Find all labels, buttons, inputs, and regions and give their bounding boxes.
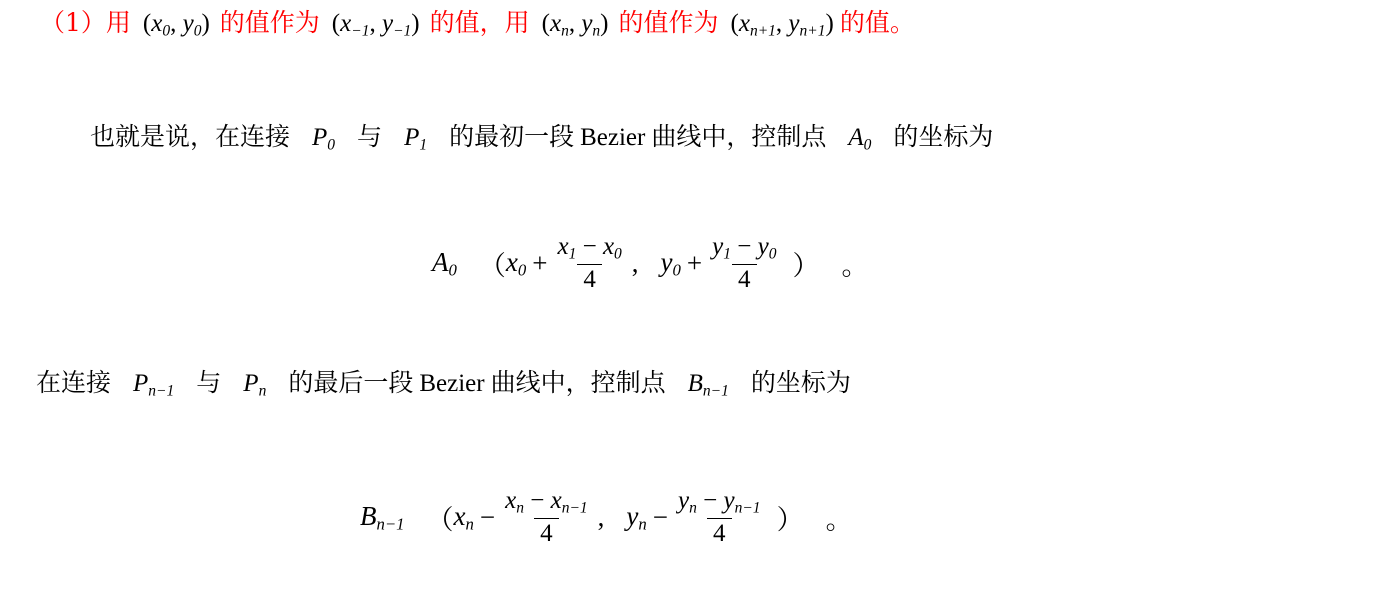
formula-bn1-comma: , (597, 502, 605, 533)
line2-point-p1: $P_1$ (404, 124, 428, 154)
formula-a0-close-paren: ） (792, 251, 820, 282)
line2-text-3: 的最初一段 (449, 122, 575, 151)
formula-bn1-label: $B_{n-1}$ (360, 501, 405, 534)
line1-coord-x0y0: ($x_0$, $y_0$) (142, 10, 210, 40)
formula-bn1-y-fraction: $\frac{y_n - y_{n-1}}{4}$ (678, 487, 761, 548)
line1-segment-2: 的值作为 (219, 8, 320, 37)
line4-text-4: 曲线中，控制点 (490, 368, 666, 397)
line1-coord-xnyn: ($x_n$, $y_n$) (541, 10, 609, 40)
formula-a0-x-fraction: $\frac{x_1 - x_0}{4}$ (557, 233, 622, 294)
formula-a0-y-term: $y_0$ (660, 247, 681, 280)
line1-coord-xm1ym1: ($x_{-1}$, $y_{-1}$) (331, 10, 420, 40)
line4-text-3: 的最后一段 (288, 368, 414, 397)
line2-control-point-a0: $A_0$ (848, 124, 872, 154)
line2-text-4: 曲线中，控制点 (651, 122, 827, 151)
line4-text-1: 在连接 (36, 368, 112, 397)
paragraph-item-1 (40, 8, 917, 41)
formula-bn1-y-operator: − (652, 502, 669, 533)
formula-bn1 (360, 487, 853, 549)
line1-segment-4: 的值作为 (618, 8, 719, 37)
line4-point-pn1: $P_{n-1}$ (133, 370, 175, 400)
line1-segment-1: （1）用 (40, 8, 131, 37)
line4-text-2: 与 (196, 368, 222, 397)
formula-bn1-x-term: $x_n$ (453, 501, 474, 534)
line4-bezier-word: Bezier (419, 370, 485, 397)
line1-coord-xn1yn1: ($x_{n+1}$, $y_{n+1}$) (730, 10, 834, 40)
formula-bn1-close-paren: ） (776, 505, 804, 536)
line4-text-5: 的坐标为 (750, 368, 851, 397)
line2-text-5: 的坐标为 (893, 122, 994, 151)
paragraph-item-3 (36, 368, 851, 401)
line1-segment-5: 的值。 (839, 8, 915, 37)
formula-a0-open-paren: （ (478, 251, 506, 282)
line2-bezier-word: Bezier (580, 124, 646, 151)
line1-segment-3: 的值，用 (429, 8, 530, 37)
line4-point-pn: $P_n$ (243, 370, 267, 400)
formula-a0-comma: , (631, 248, 639, 279)
formula-bn1-x-operator: − (479, 502, 496, 533)
formula-a0-x-operator: + (532, 248, 548, 279)
formula-a0-period: 。 (841, 251, 869, 283)
formula-a0 (432, 233, 868, 295)
formula-bn1-x-fraction: $\frac{x_n - x_{n-1}}{4}$ (505, 487, 588, 548)
line2-text-1: 也就是说，在连接 (90, 122, 291, 151)
line4-control-point-bn1: $B_{n-1}$ (687, 370, 729, 400)
formula-bn1-open-paren: （ (426, 505, 454, 536)
formula-a0-y-operator: + (686, 248, 703, 279)
paragraph-item-2 (90, 122, 993, 155)
formula-a0-x-term: $x_0$ (505, 247, 527, 280)
line2-text-2: 与 (357, 122, 383, 151)
line2-point-p0: $P_0$ (312, 124, 336, 154)
formula-a0-y-fraction: $\frac{y_1 - y_0}{4}$ (712, 233, 777, 294)
formula-a0-label: $A_0$ (432, 247, 457, 280)
formula-bn1-period: 。 (825, 505, 853, 537)
formula-bn1-y-term: $y_n$ (626, 501, 647, 534)
